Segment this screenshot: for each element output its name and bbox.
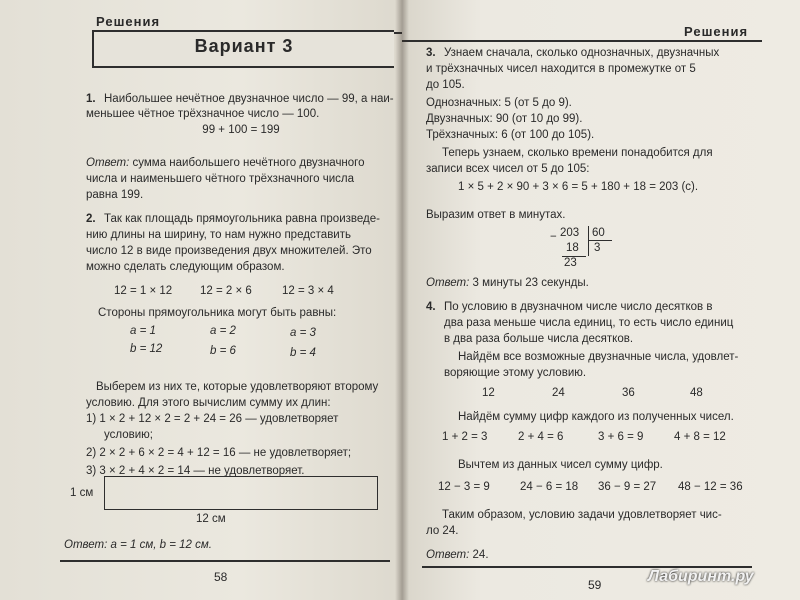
problem-3-line-2: и трёхзначных чисел находится в промежутке от 5: [426, 63, 696, 75]
rectangle-diagram: [104, 476, 378, 510]
count-one-digit: Однозначных: 5 (от 5 до 9).: [426, 97, 572, 109]
minutes-intro: Выразим ответ в минутах.: [426, 209, 566, 221]
difference-1: 12 − 3 = 9: [438, 481, 490, 493]
answer-2-label: Ответ:: [64, 539, 108, 551]
digit-sum-4: 4 + 8 = 12: [674, 431, 726, 443]
problem-3-equation: 1 × 5 + 2 × 90 + 3 × 6 = 5 + 180 + 18 = 203 (с).: [458, 181, 699, 193]
answer-3-text: 3 минуты 23 секунды.: [472, 277, 589, 289]
division-minus: −: [550, 231, 557, 243]
calc-3: 3) 3 × 2 + 4 × 2 = 14 — не удовлетворяет.: [86, 465, 305, 477]
side-a-3: a = 3: [290, 327, 316, 339]
calc-2: 2) 2 × 2 + 6 × 2 = 4 + 12 = 16 — не удовлетворяет;: [86, 447, 352, 459]
count-two-digit: Двузначных: 90 (от 10 до 99).: [426, 113, 583, 125]
conclusion-line-1: Таким образом, условию задачи удовлетворяет чис-: [442, 509, 722, 521]
side-b-2: b = 6: [210, 345, 236, 357]
book-gutter-shadow: [395, 0, 409, 600]
right-page-number: 59: [588, 578, 602, 592]
answer-1-label: Ответ:: [86, 157, 130, 169]
calc-1: 1) 1 × 2 + 12 × 2 = 2 + 24 = 26 — удовлетворяет: [86, 413, 339, 425]
division-subtrahend: 18: [566, 242, 579, 254]
division-remainder: 23: [564, 257, 577, 269]
time-line-1: Теперь узнаем, сколько времени понадобится для: [442, 147, 713, 159]
side-a-1: a = 1: [130, 325, 156, 337]
problem-4-line-2: два раза меньше числа единиц, то есть число единиц: [444, 317, 734, 329]
problem-3-number: 3.: [426, 47, 436, 59]
problem-2-line-4: можно сделать следующим образом.: [86, 261, 285, 273]
calc-1-cont: условию;: [104, 429, 153, 441]
difference-3: 36 − 9 = 27: [598, 481, 657, 493]
variant-title-box: [92, 30, 394, 68]
time-line-2: записи всех чисел от 5 до 105:: [426, 163, 590, 175]
left-page-number: 58: [214, 570, 228, 584]
find-line-2: воряющие этому условию.: [444, 367, 587, 379]
find-line-1: Найдём все возможные двузначные числа, удовлет-: [458, 351, 739, 363]
answer-1-line-3: равна 199.: [86, 189, 144, 201]
rect-width-label: 12 см: [196, 513, 226, 525]
number-48: 48: [690, 387, 703, 399]
selection-line-2: условию. Для этого вычислим сумму их длин:: [86, 397, 331, 409]
problem-1-number: 1.: [86, 93, 96, 105]
answer-3-label: Ответ:: [426, 277, 470, 289]
problem-2-number: 2.: [86, 213, 96, 225]
digit-sum-1: 1 + 2 = 3: [442, 431, 488, 443]
answer-1-text: сумма наибольшего нечётного двузначного: [132, 157, 365, 169]
number-12: 12: [482, 387, 495, 399]
subtract-intro: Вычтем из данных чисел сумму цифр.: [458, 459, 663, 471]
problem-2-line-2: нию длины на ширину, то нам нужно представить: [86, 229, 351, 241]
problem-2-line-1: Так как площадь прямоугольника равна произведе-: [104, 213, 380, 225]
conclusion-line-2: ло 24.: [426, 525, 459, 537]
division-divisor-underline: [588, 240, 612, 241]
answer-4: [426, 548, 489, 563]
sides-intro: Стороны прямоугольника могут быть равны:: [98, 307, 337, 319]
division-vertical-bar: [588, 226, 589, 256]
right-header-rule: [402, 40, 762, 42]
right-page: [402, 0, 800, 600]
division-dividend: 203: [560, 227, 580, 239]
difference-4: 48 − 12 = 36: [678, 481, 743, 493]
side-b-3: b = 4: [290, 347, 316, 359]
division-sub-underline: [562, 256, 586, 257]
number-36: 36: [622, 387, 635, 399]
problem-3-line-1: Узнаем сначала, сколько однозначных, двузначных: [444, 47, 720, 59]
problem-3-line-3: до 105.: [426, 79, 465, 91]
variant-title: Вариант 3: [194, 36, 294, 56]
problem-4-line-3: в два раза больше числа десятков.: [444, 333, 634, 345]
right-running-header: Решения: [684, 24, 749, 39]
selection-line-1: Выберем из них те, которые удовлетворяют второму: [96, 381, 379, 393]
difference-2: 24 − 6 = 18: [520, 481, 579, 493]
product-3: 12 = 3 × 4: [282, 285, 334, 297]
answer-3: [426, 276, 589, 291]
rect-height-label: 1 см: [70, 487, 94, 499]
product-1: 12 = 1 × 12: [114, 285, 173, 297]
digit-sum-3: 3 + 6 = 9: [598, 431, 644, 443]
problem-4-line-1: По условию в двузначном числе число десятков в: [444, 301, 713, 313]
answer-1-line-2: числа и наименьшего чётного трёхзначного числа: [86, 173, 354, 185]
product-2: 12 = 2 × 6: [200, 285, 252, 297]
answer-4-text: 24.: [472, 549, 489, 561]
problem-2-line-3: число 12 в виде произведения двух множителей. Это: [86, 245, 372, 257]
count-three-digit: Трёхзначных: 6 (от 100 до 105).: [426, 129, 595, 141]
answer-4-label: Ответ:: [426, 549, 470, 561]
answer-2-text: a = 1 см, b = 12 см.: [110, 539, 212, 551]
problem-1-equation: 99 + 100 = 199: [202, 124, 280, 136]
number-24: 24: [552, 387, 565, 399]
problem-1-line-2: меньшее чётное трёхзначное число — 100.: [86, 108, 320, 120]
division-divisor: 60: [592, 227, 605, 239]
digit-sum-intro: Найдём сумму цифр каждого из полученных чисел.: [458, 411, 734, 423]
left-footer-rule: [60, 560, 390, 562]
watermark-logo: Лабиринт.ру: [648, 568, 754, 585]
problem-1-line-1: Наибольшее нечётное двузначное число — 99, а наи-: [104, 93, 394, 105]
left-running-header: Решения: [96, 14, 161, 29]
side-a-2: a = 2: [210, 325, 236, 337]
answer-2: [64, 538, 212, 553]
side-b-1: b = 12: [130, 343, 163, 355]
problem-4-number: 4.: [426, 301, 436, 313]
answer-1: [86, 156, 365, 171]
division-quotient: 3: [594, 242, 601, 254]
digit-sum-2: 2 + 4 = 6: [518, 431, 564, 443]
